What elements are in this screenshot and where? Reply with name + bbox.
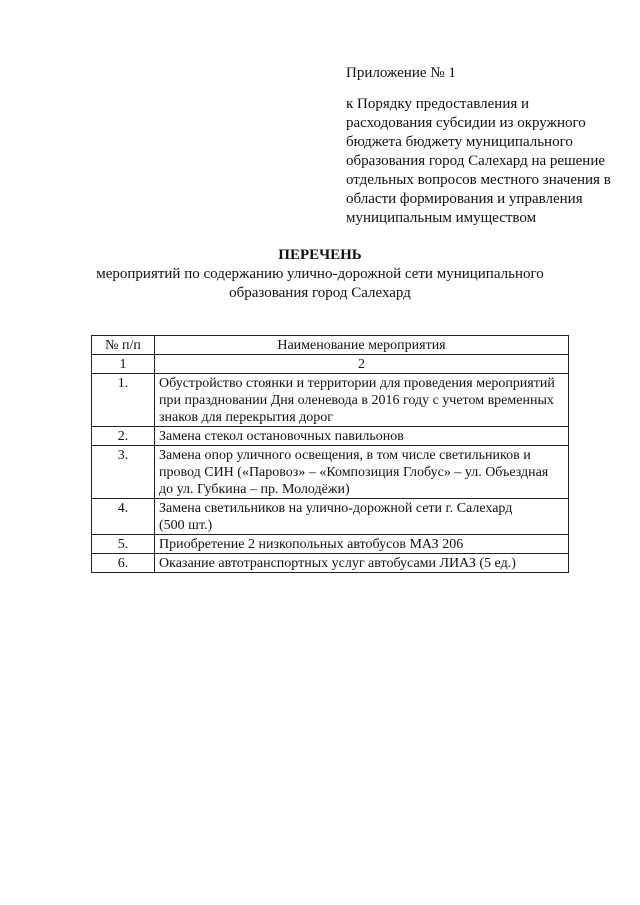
row-number: 5. [92, 535, 155, 554]
appendix-line: области формирования и управления [346, 191, 583, 207]
column-number-cell: 1 [92, 355, 155, 374]
table-row [92, 446, 569, 499]
table-row [92, 499, 569, 535]
row-description [155, 535, 569, 554]
document-title: ПЕРЕЧЕНЬ [278, 247, 362, 263]
description-line: Обустройство стоянки и территории для проведения мероприятий [159, 376, 555, 391]
appendix-line: расходования субсидии из окружного [346, 115, 586, 131]
description-line: знаков для перекрытия дорог [159, 410, 334, 425]
description-line: Замена стекол остановочных павильонов [159, 429, 404, 444]
row-number: 2. [92, 427, 155, 446]
appendix-line: отдельных вопросов местного значения в [346, 172, 611, 188]
description-line: Оказание автотранспортных услуг автобусами ЛИАЗ (5 ед.) [159, 556, 516, 571]
description-line: при праздновании Дня оленевода в 2016 году с учетом временных [159, 393, 554, 408]
row-description [155, 499, 569, 535]
row-number: 4. [92, 499, 155, 535]
appendix-title: Приложение № 1 [346, 65, 456, 81]
row-description [155, 374, 569, 427]
column-header-name: Наименование мероприятия [155, 336, 569, 355]
column-number-cell: 2 [155, 355, 569, 374]
table-header-row [92, 336, 569, 355]
row-description [155, 427, 569, 446]
row-number: 1. [92, 374, 155, 427]
appendix-line: муниципальным имуществом [346, 210, 537, 226]
table-row [92, 554, 569, 573]
description-line: Замена опор уличного освещения, в том числе светильников и [159, 448, 531, 463]
appendix-line: образования город Салехард на решение [346, 153, 605, 169]
row-number: 3. [92, 446, 155, 499]
document-subtitle-line: мероприятий по содержанию улично-дорожной сети муниципального [96, 266, 544, 282]
appendix-text [346, 95, 626, 228]
appendix-block [346, 64, 626, 228]
description-line: до ул. Губкина – пр. Молодёжи) [159, 482, 350, 497]
appendix-line: к Порядку предоставления и [346, 96, 530, 112]
table-row [92, 535, 569, 554]
table-row [92, 427, 569, 446]
description-line: Приобретение 2 низкопольных автобусов МАЗ 206 [159, 537, 464, 552]
appendix-line: бюджета бюджету муниципального [346, 134, 573, 150]
row-number: 6. [92, 554, 155, 573]
row-description [155, 554, 569, 573]
row-description [155, 446, 569, 499]
table-row [92, 374, 569, 427]
description-line: (500 шт.) [159, 518, 213, 533]
document-heading [0, 246, 640, 303]
document-subtitle-line: образования город Салехард [229, 285, 411, 301]
description-line: провод СИН («Паровоз» – «Композиция Глобус» – ул. Объездная [159, 465, 549, 480]
column-numbering-row [92, 355, 569, 374]
measures-table [91, 335, 569, 573]
column-header-number: № п/п [92, 336, 155, 355]
description-line: Замена светильников на улично-дорожной сети г. Салехард [159, 501, 513, 516]
